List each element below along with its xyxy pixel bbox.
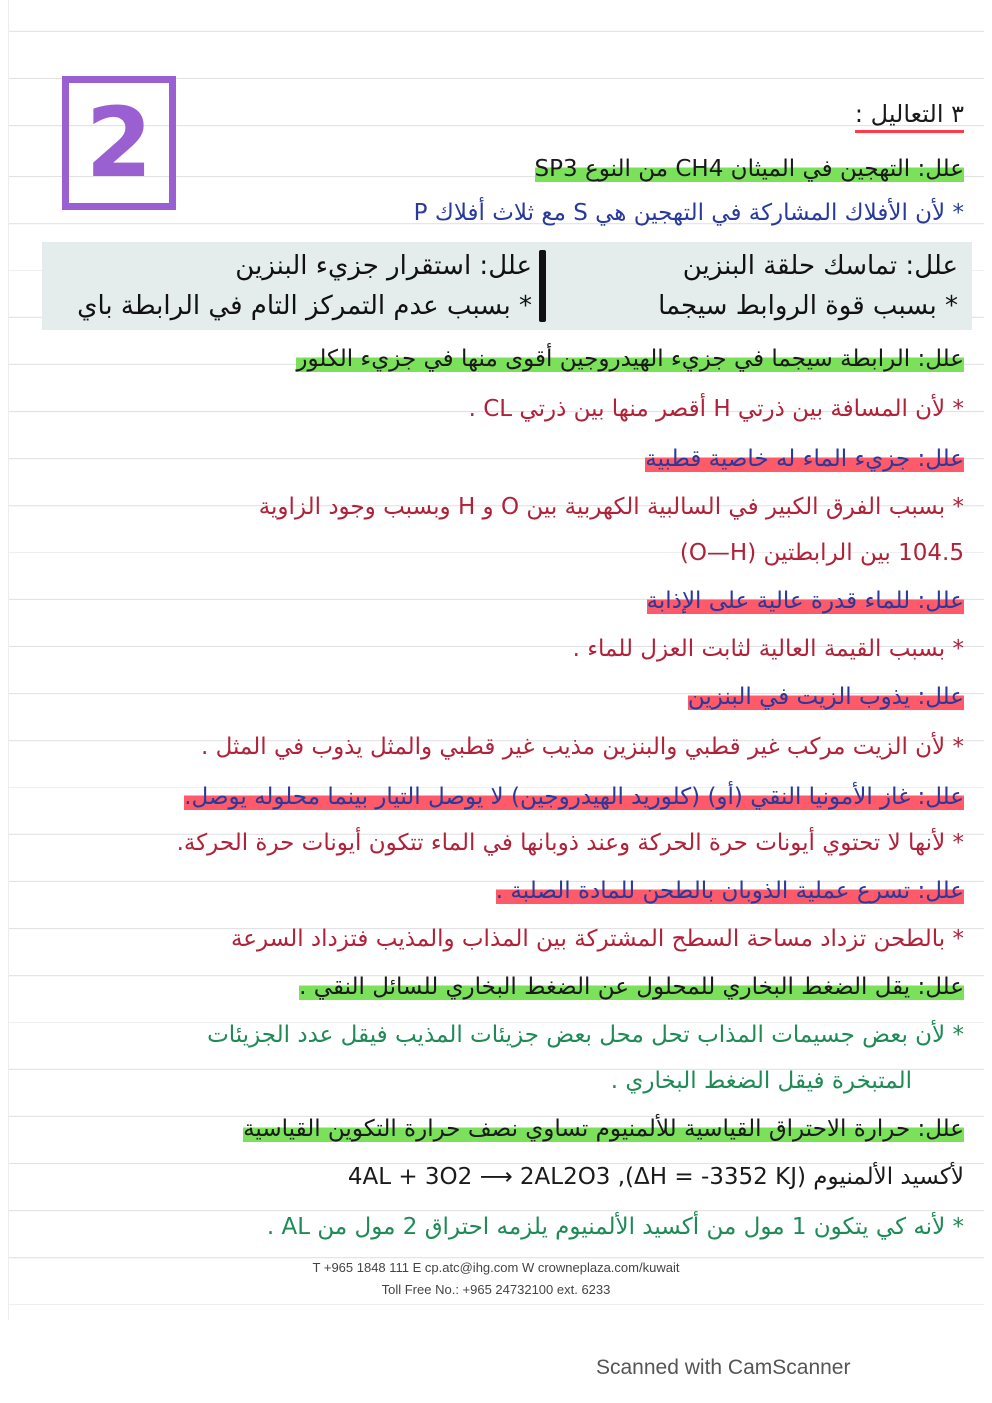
question-line: علل: يقل الضغط البخاري للمحلول عن الضغط البخاري للسائل النقي .: [299, 974, 964, 1000]
scanner-watermark: Scanned with CamScanner: [596, 1356, 851, 1379]
answer-line: * لأن بعض جسيمات المذاب تحل محل بعض جزيئات المذيب فيقل عدد الجزيئات: [207, 1022, 964, 1048]
box-answer: * بسبب قوة الروابط سيجما: [658, 291, 958, 321]
question-line: علل: غاز الأمونيا النقي (أو) (كلوريد الهيدروجين) لا يوصل التيار بينما محلوله يوصل.: [184, 784, 964, 810]
answer-line: * لأن الأفلاك المشاركة في التهجين هي S مع ثلاث أفلاك P: [413, 200, 964, 226]
question-line: علل: التهجين في الميثان CH4 من النوع SP3: [534, 156, 964, 182]
question-line: علل: يذوب الزيت في البنزين: [687, 684, 964, 710]
answer-line: * لأن الزيت مركب غير قطبي والبنزين مذيب غير قطبي والمثل يذوب في المثل .: [200, 734, 964, 760]
box-question: علل: تماسك حلقة البنزين: [682, 251, 958, 281]
answer-line: * بسبب الفرق الكبير في السالبية الكهربية بين O و H وبسبب وجود الزاوية: [258, 494, 964, 520]
footer-contact: T +965 1848 111 E cp.atc@ihg.com W crowneplaza.com/kuwait: [312, 1260, 680, 1275]
answer-line: 104.5 بين الرابطتين (O—H): [679, 540, 964, 566]
box-answer: * بسبب عدم التمركز التام في الرابطة باي: [77, 291, 532, 321]
answer-line: * بسبب القيمة العالية لثابت العزل للماء .: [572, 636, 964, 662]
question-line: علل: حرارة الاحتراق القياسية للألمنيوم تساوي نصف حرارة التكوين القياسية: [243, 1116, 964, 1142]
benzene-ring-box: [558, 242, 958, 334]
equation-line: لأكسيد الألمنيوم (ΔH = -3352 KJ), 4AL + 3O2 ⟶ 2AL2O3: [347, 1164, 964, 1190]
question-line: علل: جزيء الماء له خاصية قطبية: [645, 446, 964, 472]
footer-tollfree: Toll Free No.: +965 24732100 ext. 6233: [381, 1282, 611, 1297]
question-line: علل: الرابطة سيجما في جزيء الهيدروجين أقوى منها في جزيء الكلور: [296, 346, 964, 372]
page-number-badge: 2: [62, 76, 176, 210]
answer-line: * لأنها لا تحتوي أيونات حرة الحركة وعند ذوبانها في الماء تتكون أيونات حرة الحركة.: [176, 830, 964, 856]
highlight-box-row: [42, 242, 972, 330]
section-heading: ٣ التعاليل :: [855, 100, 964, 128]
answer-line: * لأن المسافة بين ذرتي H أقصر منها بين ذرتي CL .: [468, 396, 964, 422]
benzene-stability-box: [52, 242, 532, 334]
question-line: علل: للماء قدرة عالية على الإذابة: [646, 588, 964, 614]
answer-line: * بالطحن تزداد مساحة السطح المشتركة بين المذاب والمذيب فتزداد السرعة: [230, 926, 964, 952]
page-edge: [8, 0, 9, 1320]
answer-line: * لأنه كي يتكون 1 مول من أكسيد الألمنيوم يلزمه احتراق 2 مول من AL .: [266, 1214, 964, 1240]
question-line: علل: تسرع عملية الذوبان بالطحن للمادة الصلبة .: [495, 878, 964, 904]
answer-line: المتبخرة فيقل الضغط البخاري .: [610, 1068, 912, 1094]
box-divider: [539, 250, 546, 322]
box-question: علل: استقرار جزيء البنزين: [235, 251, 532, 281]
